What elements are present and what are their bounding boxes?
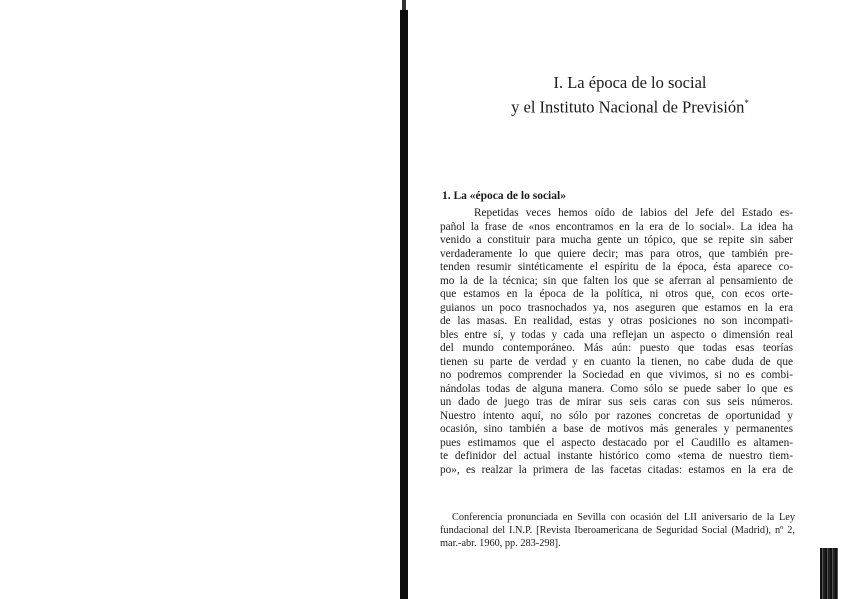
body-line: pues estimamos que el aspecto destacado por el Caudillo es altamen- (440, 436, 793, 449)
body-line: un dado de juego tras de mirar sus seis caras con sus seis números. (440, 396, 793, 408)
body-line: pañol la frase de «nos encontramos en la era de lo social». La idea ha (440, 220, 793, 233)
body-line: que estamos en la época de la política, ni otros que, con ecos orte- (440, 288, 793, 300)
body-line: de las masas. En realidad, estas y otras posiciones no son incompati- (440, 315, 793, 327)
book-spine-shadow (400, 10, 408, 599)
body-line: verdaderamente lo que quiere decir; mas para otros, que también pre- (440, 247, 793, 260)
book-page (420, 0, 840, 599)
body-paragraph (440, 207, 793, 477)
body-line: te definidor del actual instante histórico como «tema de nuestro tiem- (440, 450, 793, 462)
chapter-title-line-2 (420, 93, 840, 118)
body-line: bles entre sí, y todas y cada una reflejan un aspecto o dimensión real (440, 328, 793, 341)
body-line: tienen su parte de verdad y en cuanto la tienen, no cabe duda de que (440, 355, 793, 368)
body-line: Repetidas veces hemos oído de labios del Jefe del Estado es- (474, 207, 793, 219)
footnote-line: Conferencia pronunciada en Sevilla con ocasión del LII aniversario de la Ley (452, 512, 795, 523)
body-line: del mundo contemporáneo. Más aún: puesto que todas esas teorías (440, 342, 793, 354)
chapter-title-line-1: I. La época de lo social (553, 73, 707, 92)
chapter-title-line-2-text: y el Instituto Nacional de Previsión (511, 97, 745, 117)
body-line: Nuestro intento aquí, no sólo por razones concretas de oportunidad y (440, 409, 793, 422)
footnote-line: fundacional del I.N.P. [Revista Iberoamericana de Seguridad Social (Madrid), nº 2, (440, 524, 795, 536)
body-line: ocasión, sino también a base de motivos más generales y permanentes (440, 423, 793, 435)
body-line: no podremos comprender la Sociedad en que vivimos, si no es combi- (440, 369, 793, 381)
footnote-line: mar.-abr. 1960, pp. 283-298]. (440, 537, 561, 549)
chapter-title (420, 72, 840, 118)
footnote-marker: * (744, 98, 749, 108)
body-line: tenden resumir sintéticamente el espíritu de la época, ésta aparece co- (440, 261, 793, 273)
body-line: mo la de la técnica; sin que falten los que se aferran al pensamiento de (440, 274, 793, 287)
body-line: venido a constituir para mucha gente un tópico, que se repite sin saber (440, 234, 793, 246)
body-line: nándolas todas de alguna manera. Como sólo se puede saber lo que es (440, 382, 793, 395)
body-line: guianos un poco trasnochados ya, nos aseguren que estamos en la era (440, 301, 793, 314)
footnote (440, 512, 795, 550)
section-heading: 1. La «época de lo social» (442, 190, 566, 202)
body-line: po», es realzar la primera de las facetas citadas: estamos en la era de (440, 463, 793, 476)
